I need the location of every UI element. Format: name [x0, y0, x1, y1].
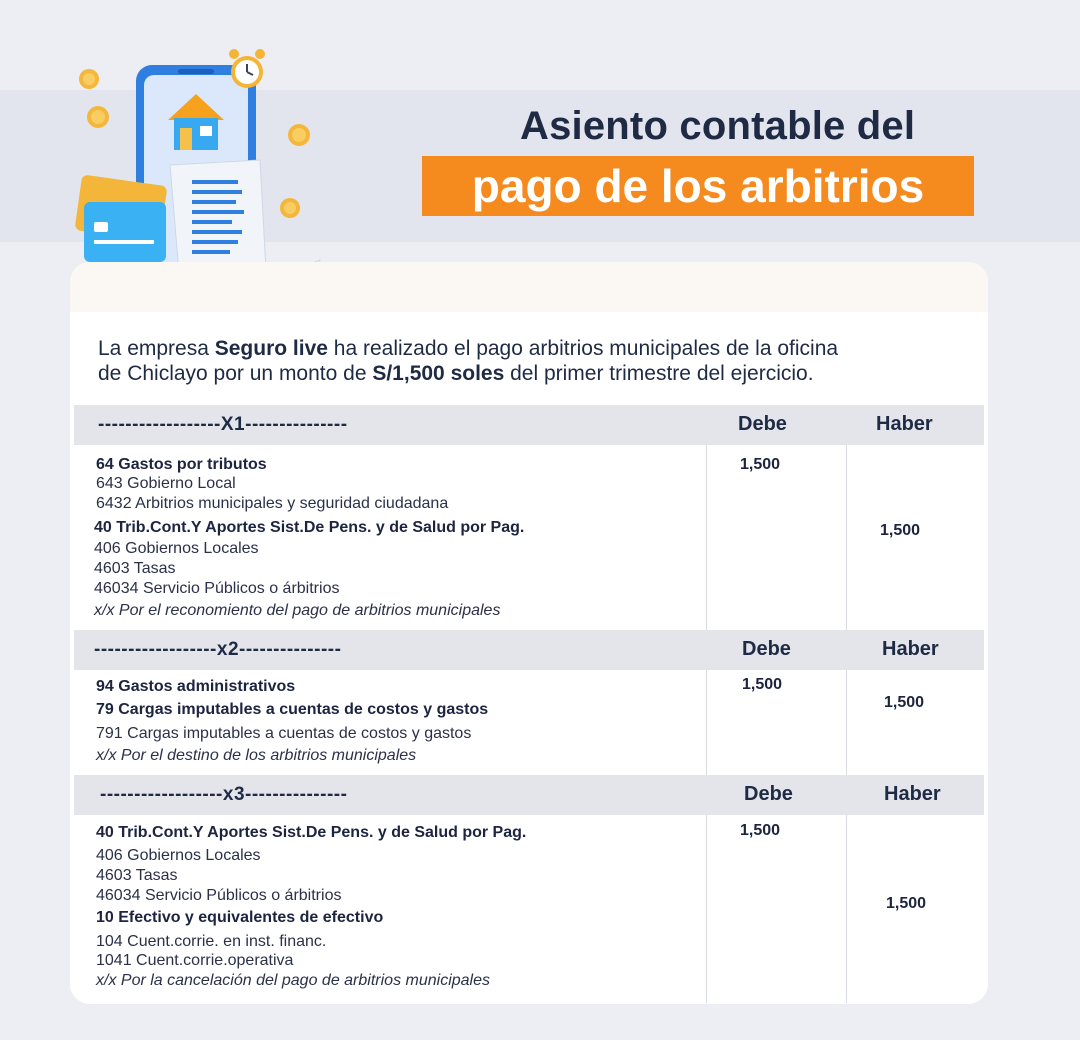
- entry-header-x3: [74, 775, 984, 815]
- debe-amount: 1,500: [740, 822, 781, 839]
- entry-description: x/x Por el destino de los arbitrios municipales: [96, 747, 417, 764]
- account-line: 40 Trib.Cont.Y Aportes Sist.De Pens. y de Salud por Pag.: [94, 519, 525, 536]
- entry-label: ------------------x2---------------: [94, 639, 342, 660]
- column-divider: [846, 445, 847, 630]
- card-top-strip: [70, 262, 988, 312]
- haber-column-header: Haber: [882, 638, 939, 660]
- column-divider: [706, 670, 707, 775]
- entry-description: x/x Por el reconomiento del pago de arbitrios municipales: [94, 602, 501, 619]
- coin-icon: [288, 124, 310, 146]
- entry-description: x/x Por la cancelación del pago de arbitrios municipales: [96, 972, 490, 989]
- entry-label: ------------------X1---------------: [98, 414, 348, 435]
- account-line: 406 Gobiernos Locales: [94, 540, 259, 557]
- intro-text: de Chiclayo por un monto de: [98, 362, 373, 385]
- column-divider: [706, 815, 707, 1003]
- page-title: Asiento contable del: [520, 104, 916, 148]
- intro-text: del primer trimestre del ejercicio.: [504, 362, 814, 385]
- debe-column-header: Debe: [744, 783, 793, 805]
- account-line: 6432 Arbitrios municipales y seguridad ciudadana: [96, 495, 449, 512]
- haber-amount: 1,500: [884, 694, 925, 711]
- account-line: 1041 Cuent.corrie.operativa: [96, 952, 294, 969]
- haber-column-header: Haber: [876, 413, 933, 435]
- debe-column-header: Debe: [742, 638, 791, 660]
- entry-label: ------------------x3---------------: [100, 784, 348, 805]
- haber-column-header: Haber: [884, 783, 941, 805]
- account-line: 643 Gobierno Local: [96, 475, 236, 492]
- coin-icon: [280, 198, 300, 218]
- debe-amount: 1,500: [742, 676, 783, 693]
- intro-paragraph: [98, 336, 958, 386]
- company-name: Seguro live: [214, 337, 328, 360]
- account-line: 791 Cargas imputables a cuentas de costos y gastos: [96, 725, 472, 742]
- account-line: 104 Cuent.corrie. en inst. financ.: [96, 933, 327, 950]
- account-line: 64 Gastos por tributos: [96, 456, 267, 473]
- account-line: 79 Cargas imputables a cuentas de costos y gastos: [96, 701, 489, 718]
- column-divider: [706, 445, 707, 630]
- account-line: 46034 Servicio Públicos o árbitrios: [94, 580, 340, 597]
- account-line: 94 Gastos administrativos: [96, 678, 296, 695]
- page-title-highlight: pago de los arbitrios: [422, 156, 974, 216]
- credit-card-icon: [75, 174, 168, 262]
- account-line: 40 Trib.Cont.Y Aportes Sist.De Pens. y de Salud por Pag.: [96, 824, 527, 841]
- account-line: 4603 Tasas: [96, 867, 178, 884]
- account-line: 46034 Servicio Públicos o árbitrios: [96, 887, 342, 904]
- entry-header-x1: [74, 405, 984, 445]
- debe-amount: 1,500: [740, 456, 781, 473]
- payment-amount: S/1,500 soles: [372, 362, 505, 385]
- column-divider: [846, 815, 847, 1003]
- account-line: 406 Gobiernos Locales: [96, 847, 261, 864]
- debe-column-header: Debe: [738, 413, 787, 435]
- intro-text: ha realizado el pago arbitrios municipales de la oficina: [327, 337, 839, 360]
- column-divider: [846, 670, 847, 775]
- entry-header-x2: [74, 630, 984, 670]
- account-line: 10 Efectivo y equivalentes de efectivo: [96, 909, 384, 926]
- intro-text: La empresa: [98, 337, 215, 360]
- coin-icon: [79, 69, 99, 89]
- coin-icon: [87, 106, 109, 128]
- haber-amount: 1,500: [880, 522, 921, 539]
- haber-amount: 1,500: [886, 895, 927, 912]
- account-line: 4603 Tasas: [94, 560, 176, 577]
